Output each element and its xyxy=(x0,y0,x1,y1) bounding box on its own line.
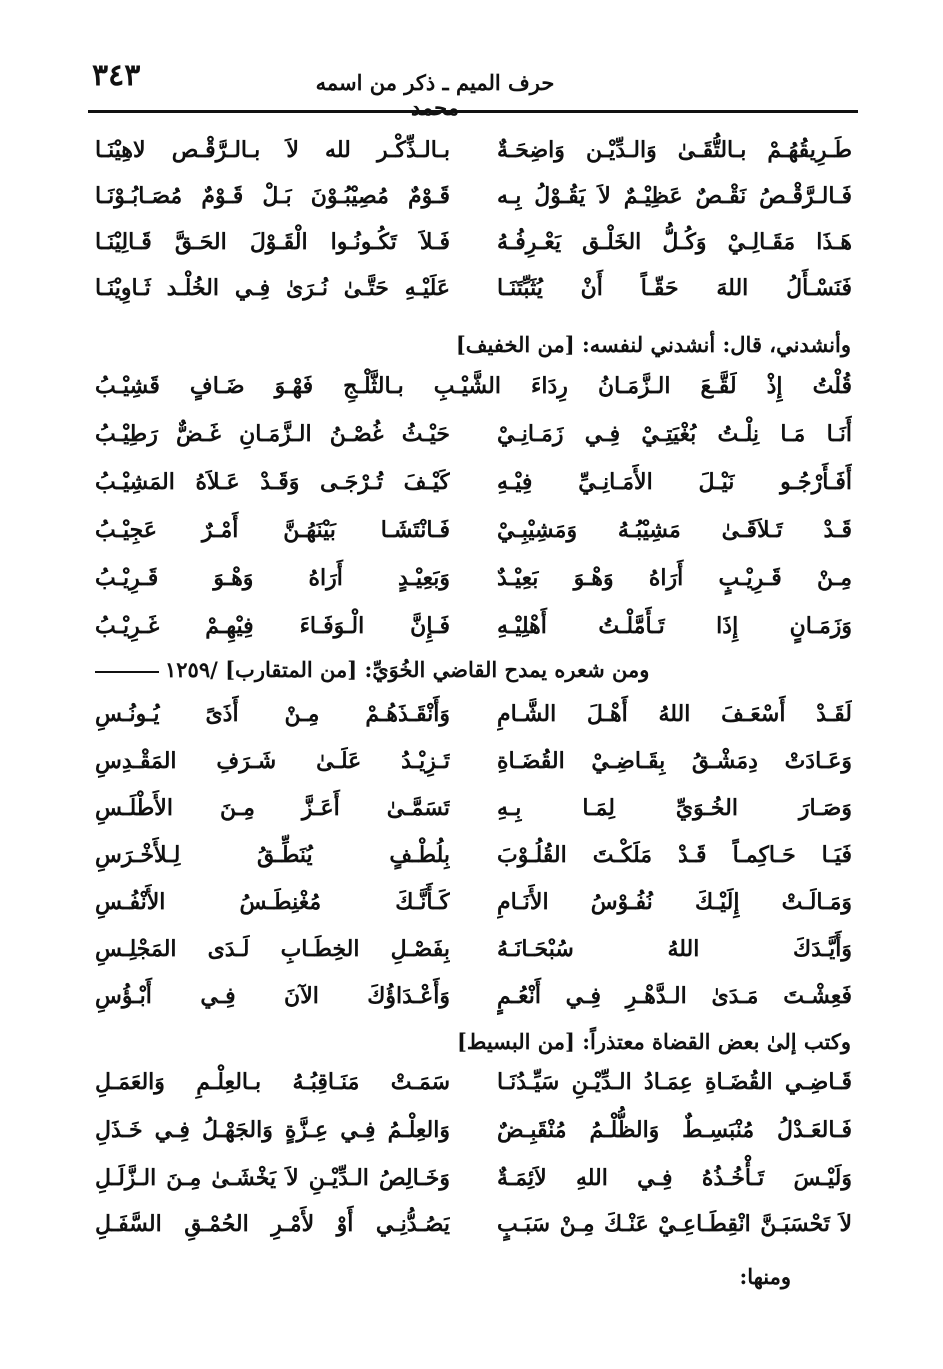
second-hemistich: وَالعِلْـمُ فِـي عِـزَّةٍ وَالجَهْـلُ فِـي خَـذَلِ xyxy=(95,1117,450,1143)
first-hemistich: أَنَـا مَـا نِلْـتُ بُغْيَتِـيْ فِـي زَمَـانِـيْ xyxy=(497,421,852,447)
second-hemistich: وَأَنْقَـذَهُـمْ مِـنْ أَذَىً يُـونُـسِ xyxy=(95,701,450,727)
second-hemistich: حَيْـثُ غُصْـنُ الـزَّمَـانِ غَـضٌّ رَطِيْـبُ xyxy=(95,421,450,447)
first-hemistich: وَزَمَـانٍ إِذَا تَـأَمَّلْـتُ أَهْلِيْـهِ xyxy=(497,613,852,639)
first-hemistich: وَمَـالَـتْ إِلَيْـكَ نُفُـوْسُ الأَنَـامِ xyxy=(497,889,852,915)
verse-line xyxy=(95,1106,852,1154)
page-number: ٣٤٣ xyxy=(92,58,141,93)
closing-text: ومنها: xyxy=(739,1264,791,1289)
second-hemistich: قَـوْمٌ مُصِيْبُـوْنَ بَـلْ قَـوْمٌ مُصَـابُـوْنَـا xyxy=(95,183,450,209)
first-hemistich: فَنَسْـأَلُ اللهَ حَقّـاً أَنْ يُثَبِّتَنَـا xyxy=(497,275,852,301)
second-hemistich: فَـانْتَشَـا بَيْنَهُـنَّ أَمْـرٌ عَجِيْـبُ xyxy=(95,517,450,543)
verse-line xyxy=(95,831,852,879)
first-hemistich: طَـرِيقُهُـمْ بـالتُّقَـىٰ وَالـدِّيْـن وَاضِحَـةٌ xyxy=(497,137,852,163)
section-intro: وأنشدني، قال: أنشدني لنفسه: [من الخفيف] xyxy=(455,332,851,357)
first-hemistich: مِـنْ قَـرِيْـبٍ أَرَاهُ وَهْـوَ بَعِيْـدٌ xyxy=(497,565,852,591)
verse-line xyxy=(95,602,852,650)
first-hemistich: لاَ تَحْسَبَـنَّ انْقِطَـاعِـيْ عَنْـكَ مِـنْ سَبَـبٍ xyxy=(497,1211,852,1237)
first-hemistich: فَعِشْـتَ مَـدَىٰ الـدَّهْـرِ فِـي أَنْعُـمٍ xyxy=(497,983,852,1009)
verse-line xyxy=(95,925,852,973)
second-hemistich: فَـإِنَّ الْـوَفَـاءَ فِيْهِـمْ غَـرِيْـبُ xyxy=(95,613,450,639)
verse-line xyxy=(95,1058,852,1106)
second-hemistich: كَـأَنَّـكَ مُغْنِطَـسُ الأَنْفُـسِ xyxy=(95,889,450,915)
second-hemistich: بـالـذِّكْـر لله لاَ بـالـرَّقْـص لاهِيْنَـا xyxy=(95,137,450,163)
verse-line xyxy=(95,554,852,602)
first-hemistich: وَلَيْـسَ تَـأْخُـذُهُ فِـي اللهِ لاَئِمَـةٌ xyxy=(497,1165,852,1191)
second-hemistich: وَخَـالِصُ الـدِّيْـنِ لاَ يَخْشَـىٰ مِـنَ الـزَّلَـلِ xyxy=(95,1165,450,1191)
verse-line xyxy=(95,172,852,220)
verse-line xyxy=(95,690,852,738)
first-hemistich: فَـالـرَّقْـصُ نَقْـصٌ عَظِيْـمٌ لاَ يَقُـوْلُ بِـه xyxy=(497,183,852,209)
first-hemistich: قَـاضِـي القُضَـاةِ عِمَـادُ الـدِّيْـنِ سَيِّـدُنَـا xyxy=(497,1069,852,1095)
verse-line xyxy=(95,737,852,785)
second-hemistich: بِلُطْـفٍ يُنَطِّـقُ لِـلأَخْـرَسِ xyxy=(95,842,450,868)
intro-text: ومن شعره يمدح القاضي الخُوَيِّ: [من المتقارب] xyxy=(225,657,650,682)
verse-line-full: قُلْتُ إِذْ لَقَّـعَ الـزَّمَـانُ رِدَاءَ الشَّيْـبِ بـالثَّلْـجِ فَهْـوَ ضَـافٍ قَشِيْـبُ xyxy=(95,373,852,399)
second-hemistich: تَسَمَّـىٰ أَعَـزَّ مِـنَ الأَطْلَـسِ xyxy=(95,795,450,821)
second-hemistich: وَأَعْـدَاؤُكَ الآنَ فِـي أَبْـؤُسِ xyxy=(95,983,450,1009)
running-title: حرف الميم ـ ذكر من اسمه محمد xyxy=(315,70,555,120)
folio-rule xyxy=(95,671,159,673)
first-hemistich: فَيَـا حَـاكِمـاً قَـدْ مَلَكْـتَ القُلُـوْبَ xyxy=(497,842,852,868)
first-hemistich: قَـدْ تَـلاَقَـىٰ مَشِيْبُـهُ وَمَشِيْبِـيْ xyxy=(497,517,852,543)
second-hemistich: سَمَـتْ مَنَـاقِبُـهُ بـالعِلْـمِ وَالعَمَـلِ xyxy=(95,1069,450,1095)
first-hemistich: فَـالعَـدْلُ مُنْبَسِـطٌ وَالظُّلْـمُ مُنْقَبِـضٌ xyxy=(497,1117,852,1143)
verse-line xyxy=(95,1154,852,1202)
second-hemistich: بِفَصْـلِ الخِطَـابِ لَـدَى المَجْلِـسِ xyxy=(95,936,450,962)
header-rule xyxy=(88,110,858,113)
second-hemistich: يَصُـدُّنِـي أَوْ لأَمْـرِ الحُمْـقِ السَّفَـلِ xyxy=(95,1211,450,1237)
first-hemistich: وَصَـارَ الخُـوَيِّ لِمَـا بِـهِ xyxy=(497,795,852,821)
first-hemistich: وَأَيَّـدَكَ اللهُ سُبْحَـانَـهُ xyxy=(497,936,852,962)
first-hemistich: لَقَـدْ أَسْعَـفَ اللهُ أَهْـلَ الشَّـامِ xyxy=(497,701,852,727)
verse-line xyxy=(95,506,852,554)
second-hemistich: وَبَعِيْـدٍ أَرَاهُ وَهْـوَ قَـرِيْـبُ xyxy=(95,565,450,591)
verse-line xyxy=(95,410,852,458)
section-intro xyxy=(95,648,852,692)
first-hemistich: وَعَـادَتْ دِمَشْـقُ بِقَـاضِـيْ القُضَـاةِ xyxy=(497,748,852,774)
verse-line xyxy=(95,458,852,506)
first-hemistich: أَفَـأَرْجُـو نَيْـلَ الأَمَـانِـيِّ فِيْـهِ xyxy=(497,469,852,495)
verse-line xyxy=(95,972,852,1020)
verse-line xyxy=(95,126,852,174)
second-hemistich: كَيْـفَ تُـرْجَـى وَقَـدْ عَـلاَهُ المَشِيْـبُ xyxy=(95,469,450,495)
second-hemistich: تَـزِيْـدُ عَلَـىٰ شَـرَفِ المَقْـدِسِ xyxy=(95,748,450,774)
manuscript-folio-ref: /١٢٥٩ xyxy=(165,657,218,682)
verse-line xyxy=(95,218,852,266)
verse-line xyxy=(95,878,852,926)
verse-line xyxy=(95,264,852,312)
first-hemistich: هَـذَا مَقَـالِـيْ وَكُـلُّ الخَلْـق يَعْـرِفُـهُ xyxy=(497,229,852,255)
section-intro: وكتب إلىٰ بعض القضاة معتذراً: [من البسيط] xyxy=(456,1029,851,1054)
verse-line xyxy=(95,784,852,832)
verse-line xyxy=(95,1200,852,1248)
second-hemistich: فَـلاَ تَكُـونُـوا الْقَـوْلَ الحَـقَّ قَـالِيْنَـا xyxy=(95,229,450,255)
second-hemistich: عَلَيْـهِ حَتَّـىٰ نُـرَىٰ فِـي الخُلْـد ثَـاوِيْنَـا xyxy=(95,275,450,301)
